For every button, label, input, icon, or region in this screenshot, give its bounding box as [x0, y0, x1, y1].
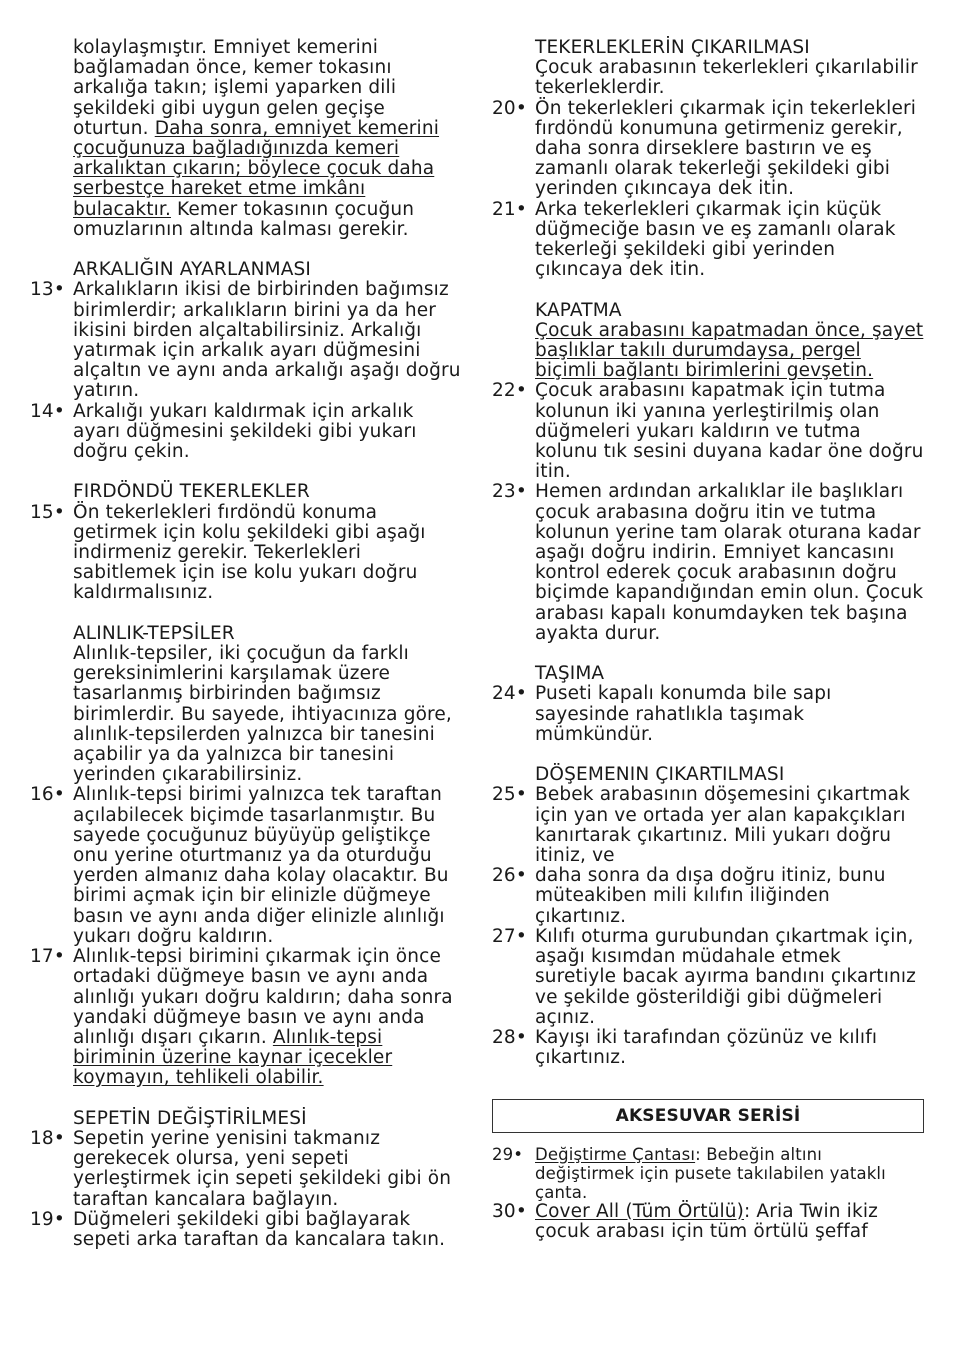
list-item-26 — [492, 866, 924, 927]
list-item-23 — [492, 482, 924, 644]
item-text: Ön tekerlekleri fırdöndü konuma getirmek için kolu şekildeki gibi aşağı indirmeniz gerekir. Tekerlekleri sabitlemek için ise kolu yukarı doğru kaldırmalısınız. — [73, 501, 426, 604]
item-number: 29• — [492, 1144, 524, 1164]
item-number: 22• — [492, 380, 527, 402]
list-item-17 — [30, 947, 462, 1088]
intro-underlined-text: Daha sonra, emniyet kemerini çocuğunuza bağladığınızda kemeri arkalıktan çıkarın; böylece çocuk daha serbestçe hareket etme imkânı bulacaktır. — [73, 117, 440, 220]
item-number: 16• — [30, 784, 65, 806]
item-text: Hemen ardından arkalıklar ile başlıkları çocuk arabasına doğru itin ve tutma kolunun yerine tam olarak oturana kadar aşağı doğru indirin. Emniyet kancasını kontrol ederek çocuk arabasının doğru biçimde kapandığından emin olun. Çocuk arabası kapalı konumdayken tek başına ayakta durur. — [535, 481, 924, 644]
intro-paragraph — [30, 38, 462, 240]
bumper-trays-paragraph: Alınlık-tepsiler, iki çocuğun da farklı gereksinimlerini karşılamak üzere tasarlanmış birbirinden bağımsız birimlerdir. Bu sayede, ihtiyacınıza göre, alınlık-tepsilerden yalnızca bir tanesini açabilir ya da yalnızca bir tanesini yerinden çıkarabilirsiniz. — [73, 643, 452, 786]
item-number: 23• — [492, 481, 527, 503]
warning-text: Alınlık-tepsi biriminin üzerine kaynar içecekler koymayın, tehlikeli olabilir. — [73, 1026, 393, 1089]
section-title-swivel-wheels: FIRDÖNDÜ TEKERLEKLER — [73, 481, 310, 503]
list-item-19 — [30, 1210, 462, 1250]
list-item-22 — [492, 381, 924, 482]
list-item-24 — [492, 684, 924, 745]
intro-text: kolaylaşmıştır. Emniyet kemerini bağlamadan önce, kemer tokasını arkalığa takın; işlemi yaparken dili şekildeki gibi uygun gelen geçişe oturtun. — [73, 37, 397, 139]
section-title-wheel-removal: TEKERLEKLERİN ÇIKARILMASI — [535, 37, 810, 58]
item-number: 25• — [492, 784, 527, 806]
item-number: 30• — [492, 1200, 527, 1222]
list-item-28 — [492, 1028, 924, 1068]
item-text: daha sonra da dışa doğru itiniz, bunu müteakiben mili kılıfın iliğinden çıkartınız. — [535, 865, 886, 927]
accessories-title-box: AKSESUVAR SERİSİ — [492, 1099, 924, 1133]
list-item-13 — [30, 280, 462, 401]
item-text: : Aria Twin ikiz çocuk arabası için tüm örtülü şeffaf — [535, 1200, 878, 1242]
list-item-20 — [492, 99, 924, 200]
accessory-name: Değiştirme Çantası — [535, 1144, 696, 1164]
item-text: Puseti kapalı konumda bile sapı sayesinde rahatlıkla taşımak mümkündür. — [535, 683, 832, 745]
item-text: Kılıfı oturma gurubundan çıkartmak için, aşağı kısımdan müdahale etmek suretiyle bacak ayırma bandını çıkartınız ve şekilde gösterildiği gibi düğmeleri açınız. — [535, 925, 917, 1028]
item-number: 27• — [492, 925, 527, 947]
item-text: Ön tekerlekleri çıkarmak için tekerlekleri fırdöndü konumuna getirmeniz gerekir, daha sonra dirseklere bastırın ve eş zamanlı olarak tekerleği şekildeki gibi yerinden çıkıncaya dek itin. — [535, 97, 917, 200]
list-item-27 — [492, 927, 924, 1028]
item-number: 21• — [492, 198, 527, 220]
section-title-folding: KAPATMA — [535, 299, 622, 321]
item-text: Arkalıkların ikisi de birbirinden bağımsız birimlerdir; arkalıkların birini ya da her ikisini birden alçaltabilirsiniz. Arkalığı yatırmak için arkalık ayarı düğmesini alçaltın ve aynı anda arkalığı aşağı doğru yatırın. — [73, 279, 461, 402]
item-text: Arka tekerlekleri çıkarmak için küçük düğmeciğe basın ve eş zamanlı olarak tekerleği şekildeki gibi yerinden çıkıncaya dek itin. — [535, 198, 896, 281]
item-number: 19• — [30, 1208, 65, 1230]
item-text: : Bebeğin altını değiştirmek için pusete takılabilen yataklı çanta. — [535, 1144, 886, 1202]
list-item-18 — [30, 1129, 462, 1210]
list-item-30 — [492, 1202, 924, 1242]
list-item-29 — [492, 1145, 924, 1202]
item-text: Sepetin yerine yenisini takmanız gerekecek olursa, yeni sepeti yerleştirmek için sepeti şekildeki gibi ön taraftan kancalara bağlayın. — [73, 1127, 452, 1210]
item-text: Çocuk arabasını kapatmak için tutma kolunun iki yanına yerleştirilmiş olan düğmeleri yukarı kaldırın ve tutma kolunu tık sesini duyana kadar öne doğru itin. — [535, 380, 924, 483]
item-text: Alınlık-tepsi birimini çıkarmak için önce ortadaki düğmeye basın ve aynı anda alınlığı yukarı doğru kaldırın; daha sonra yandaki düğmeye basın ve aynı anda alınlığı dışarı çıkarın. — [73, 946, 453, 1048]
section-title-bumper-trays: ALINLIK-TEPSİLER — [73, 622, 235, 644]
item-number: 18• — [30, 1127, 65, 1149]
list-item-16 — [30, 785, 462, 947]
item-text: Düğmeleri şekildeki gibi bağlayarak sepeti arka taraftan da kancalara takın. — [73, 1208, 446, 1250]
item-text: Alınlık-tepsi birimi yalnızca tek taraftan açılabilecek biçimde tasarlanmıştır. Bu sayede çocuğunuz büyüyüp geliştikçe onu yerine oturtmanız ya da oturduğu yerden almanız daha kolay olacaktır. Bu birimi açmak için bir elinizle düğmeye basın ve aynı anda diğer elinizle alınlığı yukarı doğru kaldırın. — [73, 784, 449, 947]
list-item-25 — [492, 785, 924, 866]
item-number: 26• — [492, 865, 527, 887]
item-number: 14• — [30, 400, 65, 422]
list-item-14 — [30, 402, 462, 463]
item-number: 28• — [492, 1026, 527, 1048]
section-title-upholstery-removal: DÖŞEMENIN ÇIKARTILMASI — [535, 764, 785, 786]
section-title-backrest: ARKALIĞIN AYARLANMASI — [73, 259, 312, 281]
list-item-21 — [492, 200, 924, 281]
item-number: 13• — [30, 279, 65, 301]
right-column — [492, 38, 924, 1242]
item-number: 17• — [30, 946, 65, 968]
item-number: 20• — [492, 97, 527, 119]
section-title-carrying: TAŞIMA — [535, 663, 605, 685]
item-text: Kayışı iki tarafından çözünüz ve kılıfı çıkartınız. — [535, 1026, 878, 1069]
item-text: Arkalığı yukarı kaldırmak için arkalık ayarı düğmesini şekildeki gibi yukarı doğru çekin. — [73, 400, 417, 463]
folding-warning: Çocuk arabasını kapatmadan önce, şayet başlıklar takılı durumdaysa, pergel biçimli bağlantı birimlerini gevşetin. — [535, 319, 924, 382]
section-title-basket: SEPETİN DEĞİŞTİRİLMESİ — [73, 1107, 307, 1129]
list-item-15 — [30, 503, 462, 604]
item-number: 24• — [492, 683, 527, 705]
item-text: Bebek arabasının döşemesini çıkartmak için yan ve ortada yer alan kapakçıkları kanırtarak çıkartınız. Mili yukarı doğru itiniz, ve — [535, 784, 910, 867]
item-number: 15• — [30, 501, 65, 523]
wheel-removal-paragraph: Çocuk arabasının tekerlekleri çıkarılabilir tekerleklerdir. — [535, 57, 918, 99]
intro-text-end: Kemer tokasının çocuğun omuzlarının altında kalması gerekir. — [73, 198, 415, 240]
accessory-name: Cover All (Tüm Örtülü) — [535, 1200, 745, 1222]
left-column — [30, 38, 462, 1250]
